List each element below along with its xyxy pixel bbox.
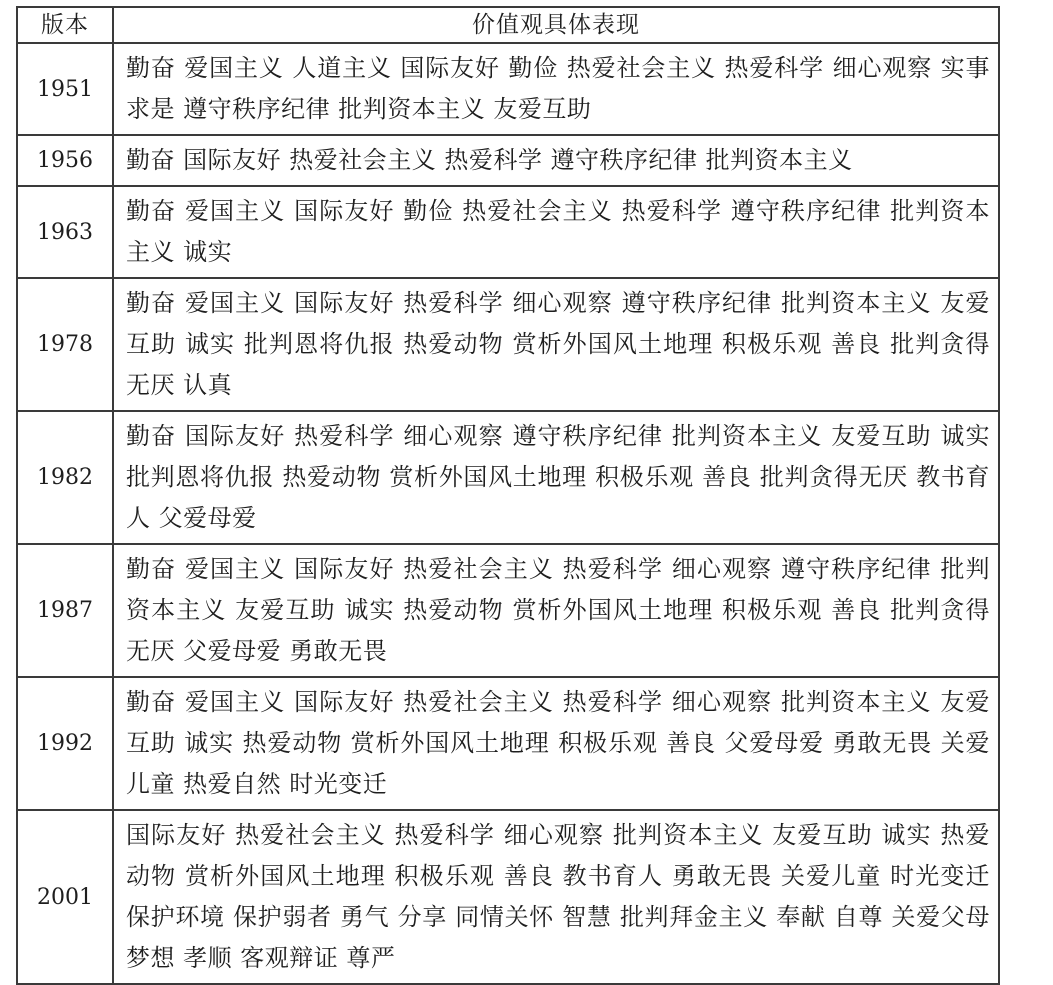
version-cell: 1963 <box>17 186 113 278</box>
table-row <box>17 43 999 135</box>
values-cell: 勤奋 爱国主义 国际友好 勤俭 热爱社会主义 热爱科学 遵守秩序纪律 批判资本主义 诚实 <box>113 186 999 278</box>
values-cell: 国际友好 热爱社会主义 热爱科学 细心观察 批判资本主义 友爱互助 诚实 热爱动物 赏析外国风土地理 积极乐观 善良 教书育人 勇敢无畏 关爱儿童 时光变迁 保护环境 保护弱者 勇气 分享 同情关怀 智慧 批判拜金主义 奉献 自尊 关爱父母 梦想 孝顺 客观辩证 尊严 <box>113 810 999 984</box>
table-row <box>17 278 999 411</box>
table-row <box>17 544 999 677</box>
version-cell: 1956 <box>17 135 113 186</box>
table-row <box>17 677 999 810</box>
values-cell: 勤奋 国际友好 热爱社会主义 热爱科学 遵守秩序纪律 批判资本主义 <box>113 135 999 186</box>
header-values: 价值观具体表现 <box>113 7 999 43</box>
version-cell: 1982 <box>17 411 113 544</box>
values-cell: 勤奋 爱国主义 国际友好 热爱科学 细心观察 遵守秩序纪律 批判资本主义 友爱互助 诚实 批判恩将仇报 热爱动物 赏析外国风土地理 积极乐观 善良 批判贪得无厌 认真 <box>113 278 999 411</box>
version-cell: 1987 <box>17 544 113 677</box>
values-cell: 勤奋 爱国主义 国际友好 热爱社会主义 热爱科学 细心观察 批判资本主义 友爱互助 诚实 热爱动物 赏析外国风土地理 积极乐观 善良 父爱母爱 勇敢无畏 关爱儿童 热爱自然 时光变迁 <box>113 677 999 810</box>
table-row <box>17 810 999 984</box>
header-version: 版本 <box>17 7 113 43</box>
values-table-container <box>16 6 998 985</box>
table-row <box>17 135 999 186</box>
version-cell: 1992 <box>17 677 113 810</box>
version-cell: 1978 <box>17 278 113 411</box>
version-cell: 1951 <box>17 43 113 135</box>
version-cell: 2001 <box>17 810 113 984</box>
values-cell: 勤奋 爱国主义 人道主义 国际友好 勤俭 热爱社会主义 热爱科学 细心观察 实事求是 遵守秩序纪律 批判资本主义 友爱互助 <box>113 43 999 135</box>
values-table <box>16 6 1000 985</box>
table-body <box>17 43 999 984</box>
table-header <box>17 7 999 43</box>
table-row <box>17 186 999 278</box>
header-row <box>17 7 999 43</box>
table-row <box>17 411 999 544</box>
values-cell: 勤奋 国际友好 热爱科学 细心观察 遵守秩序纪律 批判资本主义 友爱互助 诚实 批判恩将仇报 热爱动物 赏析外国风土地理 积极乐观 善良 批判贪得无厌 教书育人 父爱母爱 <box>113 411 999 544</box>
values-cell: 勤奋 爱国主义 国际友好 热爱社会主义 热爱科学 细心观察 遵守秩序纪律 批判资本主义 友爱互助 诚实 热爱动物 赏析外国风土地理 积极乐观 善良 批判贪得无厌 父爱母爱 勇敢无畏 <box>113 544 999 677</box>
